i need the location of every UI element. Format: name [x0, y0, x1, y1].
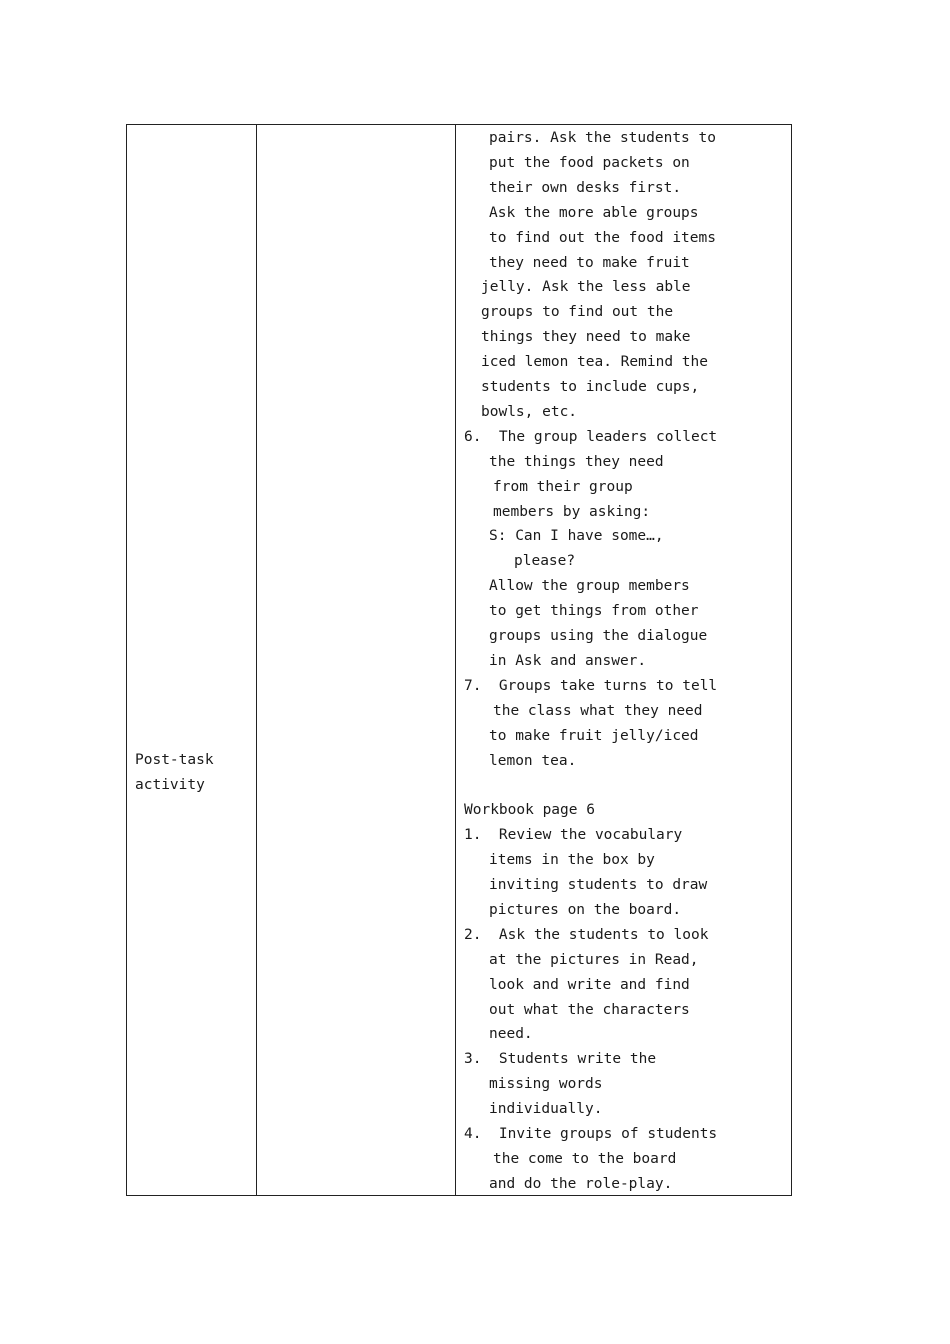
procedure-line: 6. The group leaders collect: [464, 428, 718, 445]
procedure-line: 1. Review the vocabulary: [464, 827, 683, 844]
stage-label-line: Post-task: [135, 752, 214, 768]
procedure-line: Allow the group members: [489, 578, 690, 595]
procedure-line: groups to find out the: [481, 304, 674, 321]
procedure-line: to make fruit jelly/iced: [489, 727, 699, 744]
procedure-line: out what the characters: [489, 1001, 690, 1018]
procedure-text: [456, 125, 791, 1195]
procedure-line: groups using the dialogue: [489, 628, 708, 644]
procedure-line: inviting students to draw: [489, 877, 708, 893]
procedure-line: 7. Groups take turns to tell: [464, 677, 718, 694]
procedure-line: to get things from other: [489, 603, 699, 620]
procedure-line: Workbook page 6: [464, 802, 595, 819]
procedure-line: items in the box by: [489, 852, 655, 869]
procedure-line: their own desks first.: [489, 179, 682, 196]
procedure-line: they need to make fruit: [489, 254, 690, 271]
table-row: [127, 125, 792, 1196]
procedure-line: iced lemon tea. Remind the: [481, 354, 708, 371]
procedure-line: put the food packets on: [489, 154, 690, 171]
procedure-line: the come to the board: [493, 1150, 677, 1167]
procedure-line: missing words: [489, 1076, 603, 1093]
procedure-line: to find out the food items: [489, 229, 716, 246]
procedure-line: jelly. Ask the less able: [481, 279, 691, 296]
stage-cell: [127, 125, 257, 1196]
procedure-cell: [456, 125, 792, 1196]
procedure-line: 3. Students write the: [464, 1051, 657, 1068]
procedure-line: students to include cups,: [481, 379, 700, 395]
stage-label: [135, 748, 214, 798]
procedure-line: bowls, etc.: [481, 403, 578, 420]
procedure-line: 4. Invite groups of students: [464, 1126, 718, 1142]
empty-cell: [257, 125, 456, 1196]
procedure-line: pictures on the board.: [489, 901, 682, 918]
procedure-line: things they need to make: [481, 329, 691, 346]
procedure-line: pairs. Ask the students to: [489, 130, 716, 146]
procedure-line: individually.: [489, 1101, 603, 1118]
procedure-line: from their group: [493, 478, 633, 495]
procedure-line: and do the role-play.: [489, 1175, 673, 1192]
procedure-line: in Ask and answer.: [489, 652, 647, 669]
procedure-line: Ask the more able groups: [489, 204, 699, 221]
procedure-line: members by asking:: [493, 503, 651, 520]
procedure-line: need.: [489, 1026, 533, 1043]
lesson-plan-table: [126, 124, 792, 1196]
procedure-line: at the pictures in Read,: [489, 951, 699, 968]
procedure-line: the things they need: [489, 453, 664, 470]
procedure-line: S: Can I have some…,: [489, 528, 664, 545]
procedure-line: please?: [514, 553, 576, 570]
stage-label-line: activity: [135, 777, 205, 793]
procedure-line: 2. Ask the students to look: [464, 926, 709, 943]
procedure-line: look and write and find: [489, 976, 690, 993]
procedure-line: the class what they need: [493, 702, 703, 719]
procedure-line: lemon tea.: [489, 752, 577, 769]
